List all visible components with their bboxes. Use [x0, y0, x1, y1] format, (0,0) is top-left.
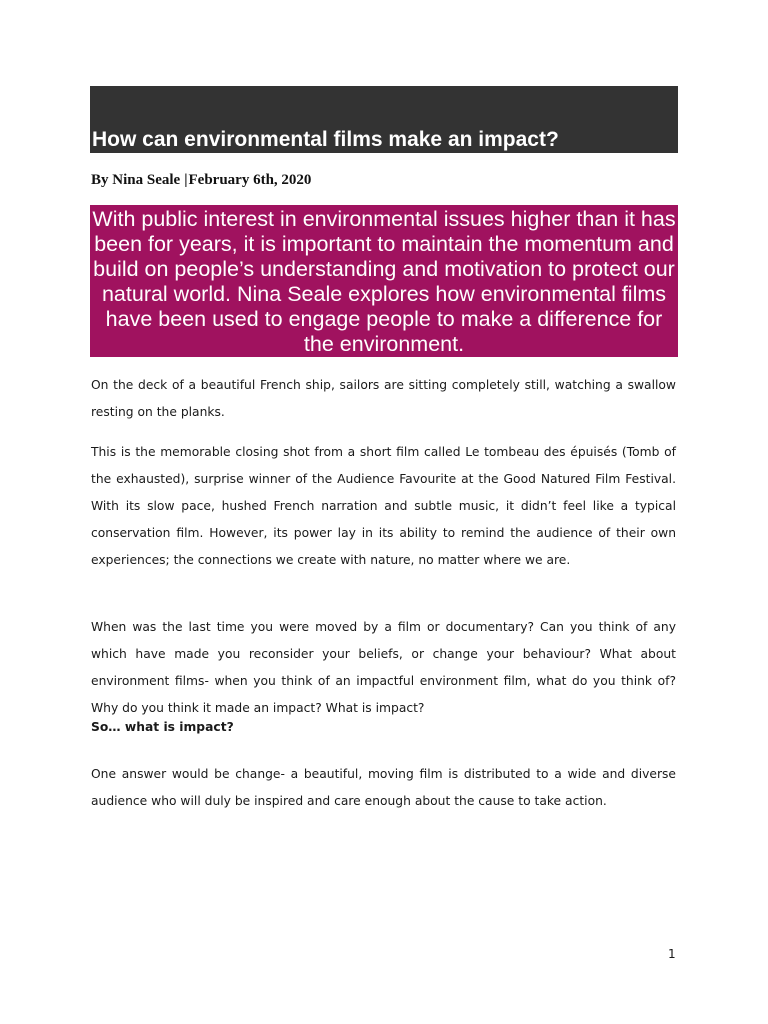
- paragraph-1: On the deck of a beautiful French ship, sailors are sitting completely still, watching a swallow resting on the planks.: [91, 378, 676, 419]
- paragraph-2: This is the memorable closing shot from a short film called Le tombeau des épuisés (Tomb of the exhausted), surprise winner of the Audience Favourite at the Good Natured Film Festival. With its slow pace, hushed French narration and subtle music, it didn’t feel like a typical conservation film. However, its power lay in its ability to remind the audience of their own experiences; the connections we create with nature, no matter where we are.: [91, 445, 676, 567]
- paragraph-4: One answer would be change- a beautiful, moving film is distributed to a wide and diverse audience who will duly be inspired and care enough about the cause to take action.: [91, 767, 676, 808]
- byline-date: February 6th, 2020: [188, 172, 312, 188]
- paragraph-3: When was the last time you were moved by a film or documentary? Can you think of any which have made you reconsider your beliefs, or change your behaviour? What about environment films- when you think of an impactful environment film, what do you think of? Why do you think it made an impact? What is impact?: [91, 620, 676, 715]
- byline: [91, 171, 311, 189]
- title-banner: [90, 86, 678, 153]
- byline-separator: |: [184, 172, 188, 188]
- standfirst-box: With public interest in environmental issues higher than it has been for years, it is important to maintain the momentum and build on people’s understanding and motivation to protect our natural world. Nina Seale explores how environmental films have been used to engage people to make a difference for the environment.: [90, 205, 678, 357]
- section-subheading: So… what is impact?: [91, 720, 234, 734]
- byline-author: By Nina Seale: [91, 172, 181, 188]
- article-title: How can environmental films make an impact?: [92, 128, 559, 151]
- page-number: 1: [668, 947, 676, 961]
